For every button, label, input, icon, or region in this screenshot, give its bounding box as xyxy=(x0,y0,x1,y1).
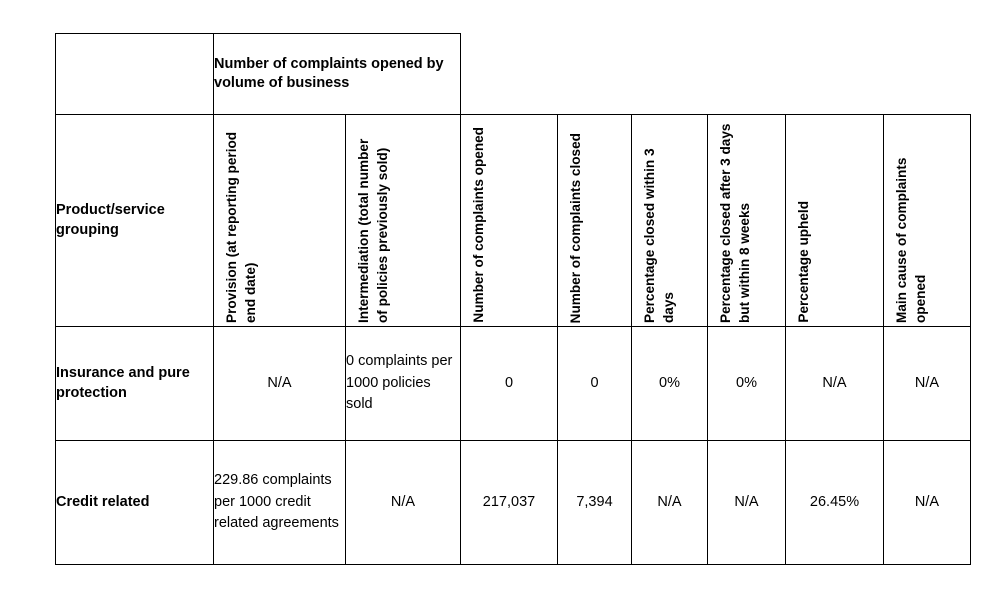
header-cell-blank xyxy=(56,34,214,115)
cell-intermediation: N/A xyxy=(346,441,461,565)
cell-cause: N/A xyxy=(884,441,971,565)
header-cell-provision xyxy=(214,115,346,327)
header-cell-complaints-closed xyxy=(558,115,632,327)
cell-closed: 7,394 xyxy=(558,441,632,565)
header-cell-main-cause xyxy=(884,115,971,327)
rotated-label-wrapper xyxy=(708,118,785,323)
header-cell-percentage-upheld xyxy=(786,115,884,327)
header-label-opened: Number of complaints opened xyxy=(471,127,486,323)
cell-closed8: 0% xyxy=(708,327,786,441)
header-cell-product-service-grouping xyxy=(56,115,214,327)
rotated-label-wrapper xyxy=(346,118,460,323)
header-cell-spacer-4 xyxy=(708,34,786,115)
header-cell-complaints-opened xyxy=(461,115,558,327)
cell-closed3: 0% xyxy=(632,327,708,441)
header-cell-volume-of-business: Number of complaints opened by volume of business xyxy=(214,34,461,115)
cell-closed: 0 xyxy=(558,327,632,441)
cell-upheld: N/A xyxy=(786,327,884,441)
cell-closed3: N/A xyxy=(632,441,708,565)
cell-intermediation: 0 complaints per 1000 policies sold xyxy=(346,327,461,441)
header-cell-spacer-2 xyxy=(558,34,632,115)
cell-grouping: Insurance and pure protection xyxy=(56,327,214,441)
header-label-intermediation: Intermediation (total number of policies previously sold) xyxy=(356,138,390,323)
table-header-row-group xyxy=(56,34,971,115)
header-label-closed3: Percentage closed within 3 days xyxy=(642,148,676,323)
rotated-label-wrapper xyxy=(558,118,631,323)
cell-closed8: N/A xyxy=(708,441,786,565)
header-cell-spacer-3 xyxy=(632,34,708,115)
header-cell-closed-within-8-weeks xyxy=(708,115,786,327)
rotated-label-wrapper xyxy=(884,118,970,323)
header-cell-spacer-6 xyxy=(884,34,971,115)
complaints-table xyxy=(55,33,971,565)
header-cell-closed-within-3-days xyxy=(632,115,708,327)
header-cell-spacer-1 xyxy=(461,34,558,115)
rotated-label-wrapper xyxy=(214,118,345,323)
header-cell-intermediation xyxy=(346,115,461,327)
table-row xyxy=(56,441,971,565)
cell-upheld: 26.45% xyxy=(786,441,884,565)
header-label-upheld: Percentage upheld xyxy=(796,201,811,323)
table-header-row-columns xyxy=(56,115,971,327)
rotated-label-wrapper xyxy=(461,118,557,323)
header-label-closed8: Percentage closed after 3 days but within 8 weeks xyxy=(718,123,752,323)
header-cell-spacer-5 xyxy=(786,34,884,115)
table-row xyxy=(56,327,971,441)
cell-cause: N/A xyxy=(884,327,971,441)
header-label-closed: Number of complaints closed xyxy=(568,132,583,323)
cell-opened: 217,037 xyxy=(461,441,558,565)
cell-opened: 0 xyxy=(461,327,558,441)
cell-provision: 229.86 complaints per 1000 credit related agreements xyxy=(214,441,346,565)
header-label-grouping: Product/service grouping xyxy=(56,202,165,238)
header-label-cause: Main cause of complaints opened xyxy=(894,157,928,323)
rotated-label-wrapper xyxy=(632,118,707,323)
rotated-label-wrapper xyxy=(786,118,883,323)
cell-grouping: Credit related xyxy=(56,441,214,565)
header-label-provision: Provision (at reporting period end date) xyxy=(224,131,258,323)
cell-provision: N/A xyxy=(214,327,346,441)
